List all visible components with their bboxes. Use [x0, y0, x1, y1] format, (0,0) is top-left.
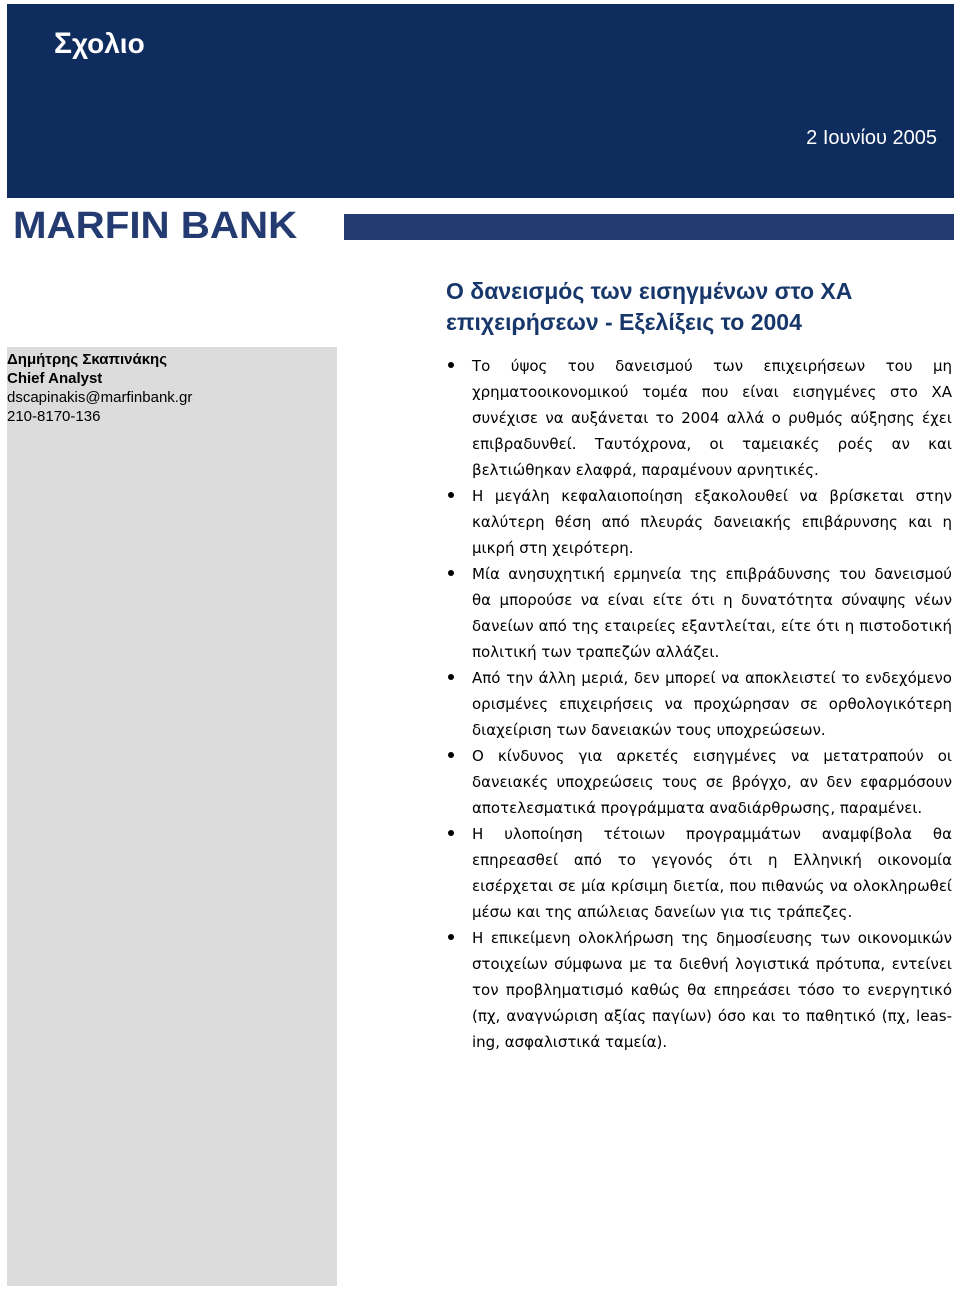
bullet-text: Μία ανησυχητική ερμηνεία της επιβράδυνσης του δανεισμού θα μπορούσε να είναι είτε ότι η δυνατότητα σύναψης νέων δανείων από της εταιρείες εξαντλείται, είτε ότι η πιστοδοτική πολιτική των τραπεζών αλλάζει.: [472, 565, 952, 661]
bullet-icon: [448, 934, 454, 940]
brand-logo-strip: [10, 205, 954, 248]
bullet-icon: [448, 362, 454, 368]
author-phone: 210-8170-136: [7, 408, 101, 425]
author-block: [7, 350, 337, 426]
bullet-item: [472, 483, 952, 561]
bullet-text: Ο κίνδυνος για αρκετές εισηγμένες να μετατραπούν οι δανειακές υποχρεώσεις τους σε βρόγχο, αν δεν εφαρμόσουν αποτελεσματικά προγράμματα αναδιάρθρωσης, παραμένει.: [472, 747, 952, 817]
bullet-icon: [448, 492, 454, 498]
document-type-initial: Σ: [54, 27, 73, 60]
bullet-item: [472, 821, 952, 925]
bullet-icon: [448, 830, 454, 836]
bullet-list: [472, 353, 952, 1055]
bullet-item: [472, 353, 952, 483]
bullet-text: Η επικείμενη ολοκλήρωση της δημοσίευσης των οικονομικών στοιχείων σύμφωνα με τα διεθνή λογιστικά πρότυπα, εντείνει τον προβληματισμό καθώς θα επηρεάσει τόσο το ενεργητικό (πχ, αναγνώριση αξίας παγίων) όσο και το παθητικό (πχ, leas-ing, ασφαλιστικά ταμεία).: [472, 929, 952, 1051]
brand-logo: MARFIN BANK: [13, 205, 298, 247]
bullet-text: Το ύψος του δανεισμού των επιχειρήσεων του μη χρηματοοικονομικού τομέα που είναι εισηγμένες στο ΧΑ συνέχισε να αυξάνεται το 2004 αλλά ο ρυθμός αύξησης έχει επιβραδυνθεί. Ταυτόχρονα, οι ταμειακές ροές αν και βελτιώθηκαν ελαφρά, παραμένουν αρνητικές.: [472, 357, 952, 479]
bullet-item: [472, 665, 952, 743]
author-role: Chief Analyst: [7, 370, 103, 387]
document-type: [54, 24, 145, 64]
bullet-item: [472, 561, 952, 665]
brand-logo-bar: [344, 214, 954, 240]
report-date: 2 Ιουνίου 2005: [806, 127, 937, 149]
document-type-rest: χολιο: [72, 28, 145, 59]
author-sidebar: [7, 347, 337, 1286]
bullet-text: Η υλοποίηση τέτοιων προγραμμάτων αναμφίβολα θα επηρεασθεί από το γεγονός ότι η Ελληνική οικονομία εισέρχεται σε μία κρίσιμη διετία, που πιθανώς να ολοκληρωθεί μέσω και της απώλειας δανείων για τις τράπεζες.: [472, 825, 952, 921]
bullet-icon: [448, 674, 454, 680]
bullet-item: [472, 743, 952, 821]
bullet-item: [472, 925, 952, 1055]
author-name: Δημήτρης Σκαπινάκης: [7, 351, 168, 368]
article-title: Ο δανεισμός των εισηγμένων στο ΧΑ επιχειρήσεων - Εξελίξεις το 2004: [446, 278, 853, 335]
bullet-text: Η μεγάλη κεφαλαιοποίηση εξακολουθεί να βρίσκεται στην καλύτερη θέση από πλευράς δανειακής επιβάρυνσης και η μικρή στη χειρότερη.: [472, 487, 952, 557]
bullet-icon: [448, 752, 454, 758]
author-email: dscapinakis@marfinbank.gr: [7, 389, 193, 406]
bullet-text: Από την άλλη μεριά, δεν μπορεί να αποκλειστεί το ενδεχόμενο ορισμένες επιχειρήσεις να προχώρησαν σε ορθολογικότερη διαχείριση των δανειακών τους υποχρεώσεων.: [472, 669, 952, 739]
bullet-icon: [448, 570, 454, 576]
header-band: [7, 4, 954, 198]
